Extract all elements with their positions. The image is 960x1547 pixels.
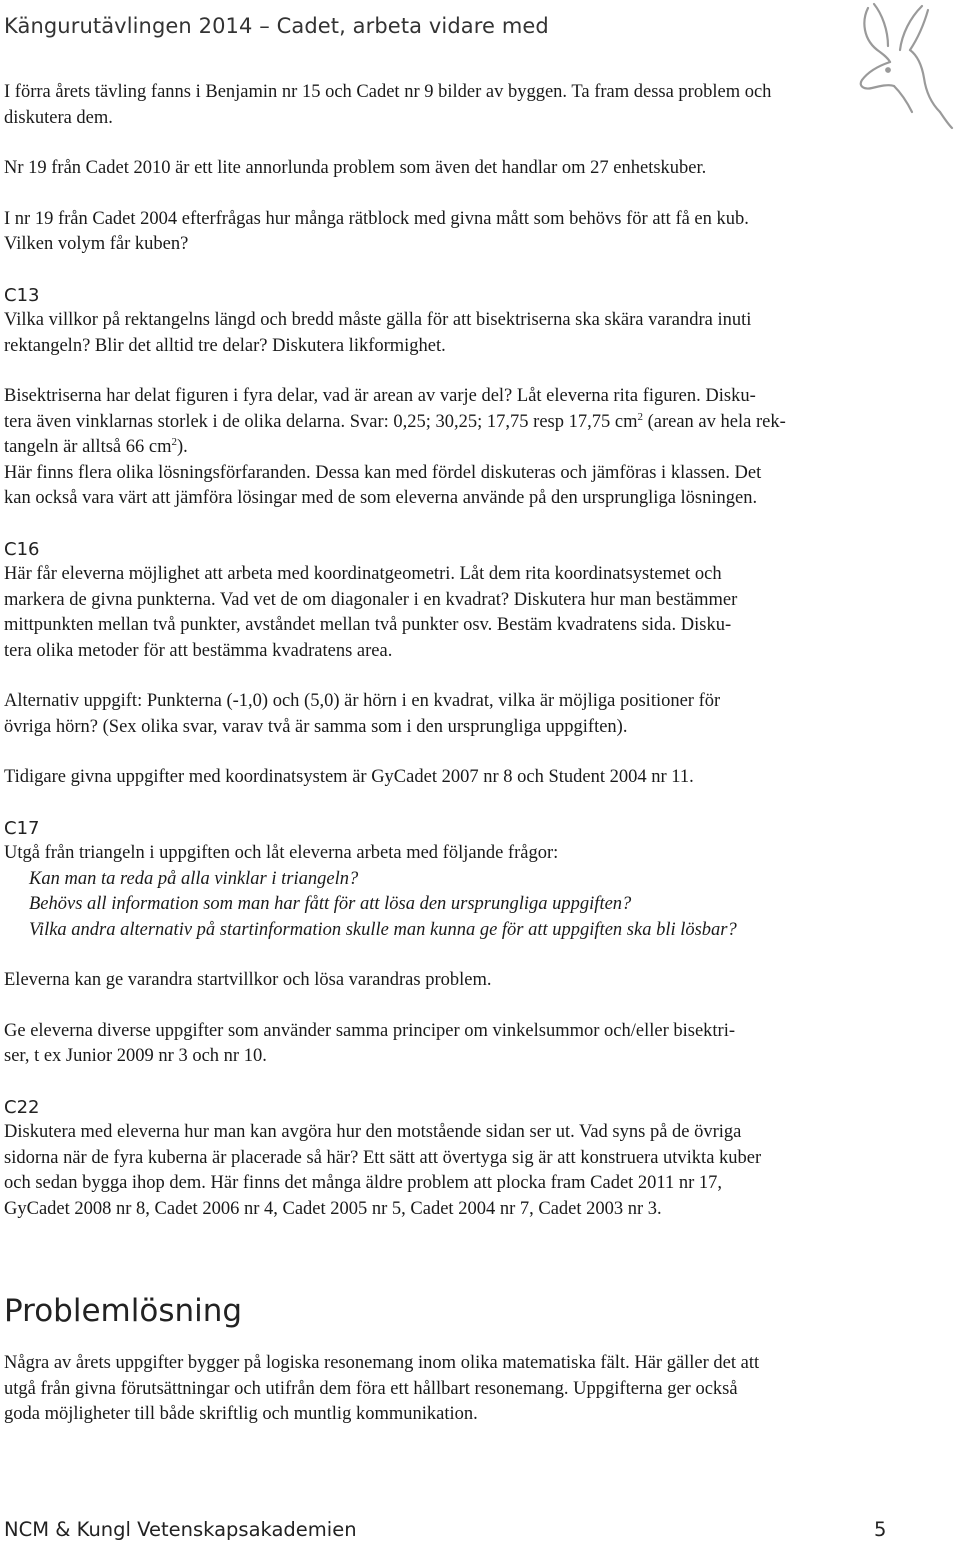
text-line: diskutera dem. xyxy=(4,107,113,128)
text-line: utgå från givna förutsättningar och utifrån dem föra ett hållbart resonemang. Uppgifterna ger också xyxy=(4,1378,738,1399)
text-line: (arean av hela rek- xyxy=(642,411,786,432)
text-line: Diskutera med eleverna hur man kan avgöra hur den motstående sidan ser ut. Vad syns på de övriga xyxy=(4,1122,742,1142)
footer-page-number: 5 xyxy=(874,1518,887,1541)
c22-paragraph xyxy=(4,1120,888,1222)
c13-paragraph-2 xyxy=(4,384,888,512)
text-line: Vilken volym får kuben? xyxy=(4,234,189,254)
text-line: sidorna när de fyra kuberna är placerade så här? Ett sätt att övertyga sig är att konstruera utvikta kuber xyxy=(4,1147,762,1168)
main-content xyxy=(4,80,888,1222)
text-line: I nr 19 från Cadet 2004 efterfrågas hur många rätblock med givna mått som behövs för att få en kub. xyxy=(4,208,749,229)
text-line: GyCadet 2008 nr 8, Cadet 2006 nr 4, Cadet 2005 nr 5, Cadet 2004 nr 7, Cadet 2003 nr 3. xyxy=(4,1198,662,1219)
text-line: Bisektriserna har delat figuren i fyra delar, vad är arean av varje del? Låt eleverna rita figuren. Disku- xyxy=(4,386,756,406)
text-line: kan också vara värt att jämföra lösingar med de som eleverna använde på den ursprungliga lösningen. xyxy=(4,488,758,508)
text-line: övriga hörn? (Sex olika svar, varav två är samma som i den ursprungliga uppgiften). xyxy=(4,716,628,737)
problemlosning-paragraph xyxy=(4,1351,888,1428)
section-heading-c22: C22 xyxy=(4,1096,40,1118)
intro-paragraph-1 xyxy=(4,80,888,131)
superscript: 2 xyxy=(171,435,177,448)
c17-question-2: Behövs all information som man har fått för att lösa den ursprungliga uppgiften? xyxy=(29,894,632,914)
c17-paragraph-2: Eleverna kan ge varandra startvillkor och lösa varandras problem. xyxy=(4,970,492,990)
c16-paragraph-2 xyxy=(4,689,888,740)
text-line: I förra årets tävling fanns i Benjamin nr 15 och Cadet nr 9 bilder av byggen. Ta fram dessa problem och xyxy=(4,82,772,102)
intro-paragraph-3 xyxy=(4,207,888,258)
text-line: ). xyxy=(176,437,188,457)
c16-paragraph-3: Tidigare givna uppgifter med koordinatsystem är GyCadet 2007 nr 8 och Student 2004 nr 11. xyxy=(4,767,694,787)
c16-paragraph-1 xyxy=(4,562,888,664)
text-line: goda möjligheter till både skriftlig och muntlig kommunikation. xyxy=(4,1404,478,1424)
text-line: mittpunkten mellan två punkter, avståndet mellan två punkter osv. Bestäm kvadratens sida. Disku- xyxy=(4,615,732,635)
footer-publisher: NCM & Kungl Vetenskapsakademien xyxy=(4,1518,357,1541)
section-heading-c17: C17 xyxy=(4,817,40,839)
text-line: och sedan bygga ihop dem. Här finns det många äldre problem att plocka fram Cadet 2011 nr 17, xyxy=(4,1173,723,1193)
section-heading-problemlosning: Problemlösning xyxy=(4,1293,243,1329)
text-line: Här får eleverna möjlighet att arbeta med koordinatgeometri. Låt dem rita koordinatsystemet och xyxy=(4,564,722,584)
text-line: ser, t ex Junior 2009 nr 3 och nr 10. xyxy=(4,1046,267,1066)
text-line: Här finns flera olika lösningsförfaranden. Dessa kan med fördel diskuteras och jämföras i klassen. Det xyxy=(4,462,762,483)
intro-paragraph-2: Nr 19 från Cadet 2010 är ett lite annorlunda problem som även det handlar om 27 enhetskuber. xyxy=(4,158,707,178)
c17-question-1: Kan man ta reda på alla vinklar i triangeln? xyxy=(29,868,359,889)
text-line: tera även vinklarnas storlek i de olika delarna. Svar: 0,25; 30,25; 17,75 resp 17,75 cm xyxy=(4,411,638,432)
c17-paragraph-3 xyxy=(4,1019,888,1070)
section-heading-c16: C16 xyxy=(4,538,40,560)
text-line: markera de givna punkterna. Vad vet de om diagonaler i en kvadrat? Diskutera hur man bestämmer xyxy=(4,589,738,610)
text-line: Några av årets uppgifter bygger på logiska resonemang inom olika matematiska fält. Här gäller det att xyxy=(4,1353,760,1373)
text-line: Vilka villkor på rektangelns längd och bredd måste gälla för att bisektriserna ska skära varandra inuti xyxy=(4,310,752,330)
section-heading-c13: C13 xyxy=(4,284,40,306)
c13-paragraph-1 xyxy=(4,308,888,359)
text-line: Alternativ uppgift: Punkterna (-1,0) och (5,0) är hörn i en kvadrat, vilka är möjliga positioner för xyxy=(4,691,721,711)
text-line: rektangeln? Blir det alltid tre delar? Diskutera likformighet. xyxy=(4,335,446,356)
text-line: Ge eleverna diverse uppgifter som använder samma principer om vinkelsummor och/eller bisektri- xyxy=(4,1020,736,1041)
page-header-title: Kängurutävlingen 2014 – Cadet, arbeta vidare med xyxy=(4,14,549,38)
text-line: tangeln är alltså 66 cm xyxy=(4,437,172,457)
superscript: 2 xyxy=(637,410,643,423)
c17-paragraph-1: Utgå från triangeln i uppgiften och låt eleverna arbeta med följande frågor: xyxy=(4,843,559,863)
problemlosning-section xyxy=(4,1351,888,1428)
c17-question-3: Vilka andra alternativ på startinformation skulle man kunna ge för att uppgiften ska bli lösbar? xyxy=(29,919,737,940)
text-line: tera olika metoder för att bestämma kvadratens area. xyxy=(4,640,393,661)
